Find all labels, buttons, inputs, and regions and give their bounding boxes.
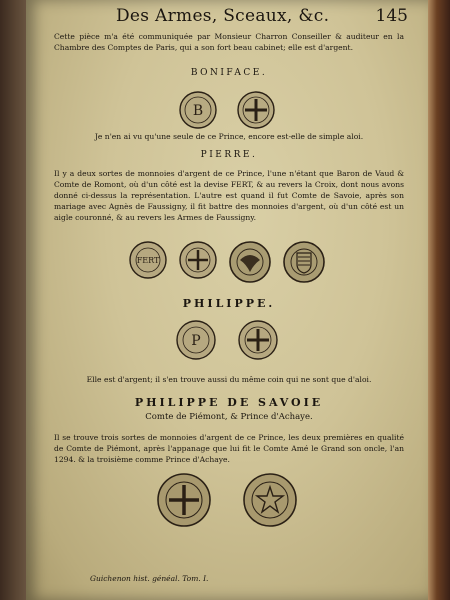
section-subheading: Comte de Piémont, & Prince d'Achaye. — [145, 412, 313, 422]
section-heading: PHILIPPE. — [182, 297, 276, 310]
footer-note: Guichenon hist. généal. Tom. I. — [90, 574, 209, 583]
coin-letter-b-icon — [178, 90, 218, 130]
section-heading: BONIFACE. — [190, 68, 268, 78]
coin-row-boniface — [26, 90, 428, 130]
coin-row-philippe-de-savoie — [26, 472, 428, 528]
pierre-text: Il y a deux sortes de monnoies d'argent de ce Prince, l'une n'étant que Baron de Vaud & Comte de Romont, où d'un côté est la devise FERT, & au revers la Croix, dont nous avons donné ci-dessus la représentation. L'autre est quand il fut Comte de Savoie, après son mariage avec Agnès de Faussigny, il fit battre des monnoies d'argent, où d'un côté est un aigle couronné, & au revers les Armes de Faussigny. — [54, 169, 404, 222]
coin-fert-icon — [128, 240, 168, 280]
svg-text:B: B — [192, 103, 204, 119]
page-number: 145 — [375, 6, 408, 26]
svg-text:P: P — [191, 333, 201, 349]
intro-paragraph: Cette pièce m'a été communiquée par Monsieur Charron Conseiller & auditeur en la Chambre des Comptes de Paris, qui a son fort beau cabinet; elle est d'argent. — [54, 32, 404, 52]
philippe-text: Elle est d'argent; il s'en trouve aussi du même coin qui ne sont que d'aloi. — [86, 375, 372, 384]
coin-cross-icon — [156, 472, 212, 528]
coin-eagle-icon — [228, 240, 272, 284]
running-head — [116, 6, 408, 28]
book-page — [26, 0, 428, 600]
page-title: Des Armes, Sceaux, &c. — [116, 6, 330, 26]
page-edges-right — [428, 0, 450, 600]
philippe-de-savoie-text: Il se trouve trois sortes de monnoies d'argent de ce Prince, les deux premières en qualité de Comte de Piémont, après l'appanage que lui fit le Comte Amé le Grand son oncle, l'an 1294. & la troisième comme Prince d'Achaye. — [54, 433, 404, 464]
book-binding-left — [0, 0, 28, 600]
boniface-text: Je n'en ai vu qu'une seule de ce Prince, encore est-elle de simple aloi. — [94, 132, 364, 141]
coin-shield-icon — [282, 240, 326, 284]
coin-legend: FERT — [136, 256, 160, 265]
coin-star-icon — [242, 472, 298, 528]
coin-row-pierre — [26, 240, 428, 284]
coin-letter-p-icon — [175, 319, 217, 361]
section-heading: PHILIPPE DE SAVOIE — [134, 396, 324, 409]
section-heading: PIERRE. — [200, 150, 258, 160]
coin-cross-icon — [236, 90, 276, 130]
coin-cross-icon — [237, 319, 279, 361]
coin-row-philippe — [26, 319, 428, 361]
coin-cross-icon — [178, 240, 218, 280]
